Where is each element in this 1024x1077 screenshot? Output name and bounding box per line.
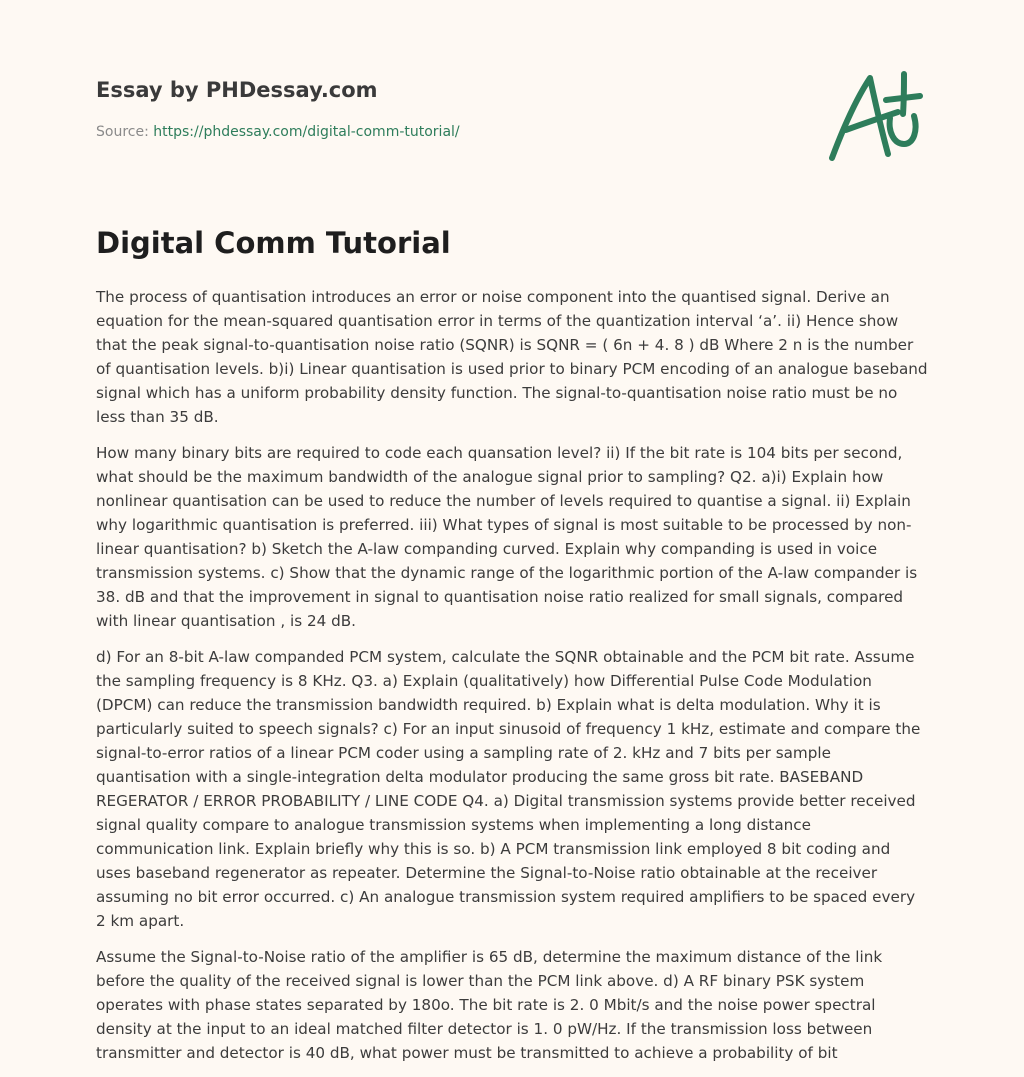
article-title: Digital Comm Tutorial [96, 226, 451, 260]
source-line [96, 124, 460, 140]
paragraph-4: Assume the Signal-to-Noise ratio of the amplifier is 65 dB, determine the maximum distance of the link before the quality of the received signal is lower than the PCM link above. d) A RF binary PSK system operates with phase states separated by 180o. The bit rate is 2. 0 Mbit/s and the noise power spectral density at the input to an ideal matched filter detector is 1. 0 pW/Hz. If the transmission loss between transmitter and detector is 40 dB, what power must be transmitted to achieve a probability of bit [96, 948, 883, 1062]
paragraph-2: How many binary bits are required to code each quansation level? ii) If the bit rate is 104 bits per second, what should be the maximum bandwidth of the analogue signal prior to sampling? Q2. a)i) Explain how nonlinear quantisation can be used to reduce the number of levels required to quantise a signal. ii) Explain why logarithmic quantisation is preferred. iii) What types of signal is most suitable to be processed by non-linear quantisation? b) Sketch the A-law companding curved. Explain why companding is used in voice transmission systems. c) Show that the dynamic range of the logarithmic portion of the A-law compander is 38. dB and that the improvement in signal to quantisation noise ratio realized for small signals, compared with linear quantisation , is 24 dB. [96, 444, 918, 630]
source-label: Source: [96, 124, 154, 140]
article-body [96, 285, 928, 1077]
source-link[interactable]: https://phdessay.com/digital-comm-tutorial/ [153, 124, 460, 140]
paragraph-1: The process of quantisation introduces an error or noise component into the quantised signal. Derive an equation for the mean-squared quantisation error in terms of the quantization interval ‘a’. ii) Hence show that the peak signal-to-quantisation noise ratio (SQNR) is SQNR = ( 6n + 4. 8 ) dB Where 2 n is the number of quantisation levels. b)i) Linear quantisation is used prior to binary PCM encoding of an analogue baseband signal which has a uniform probability density function. The signal-to-quantisation noise ratio must be no less than 35 dB. [96, 288, 928, 426]
a-plus-grade-icon [824, 66, 928, 166]
paragraph-3: d) For an 8-bit A-law companded PCM system, calculate the SQNR obtainable and the PCM bit rate. Assume the sampling frequency is 8 KHz. Q3. a) Explain (qualitatively) how Differential Pulse Code Modulation (DPCM) can reduce the transmission bandwidth required. b) Explain what is delta modulation. Why it is particularly suited to speech signals? c) For an input sinusoid of frequency 1 kHz, estimate and compare the signal-to-error ratios of a linear PCM coder using a sampling rate of 2. kHz and 7 bits per sample quantisation with a single-integration delta modulator producing the same gross bit rate. BASEBAND REGERATOR / ERROR PROBABILITY / LINE CODE Q4. a) Digital transmission systems provide better received signal quality compare to analogue transmission systems when implementing a long distance communication link. Explain briefly why this is so. b) A PCM transmission link employed 8 bit coding and uses baseband regenerator as repeater. Determine the Signal-to-Noise ratio obtainable at the receiver assuming no bit error occurred. c) An analogue transmission system required amplifiers to be spaced every 2 km apart. [96, 648, 921, 930]
brand-title: Essay by PHDessay.com [96, 78, 378, 102]
